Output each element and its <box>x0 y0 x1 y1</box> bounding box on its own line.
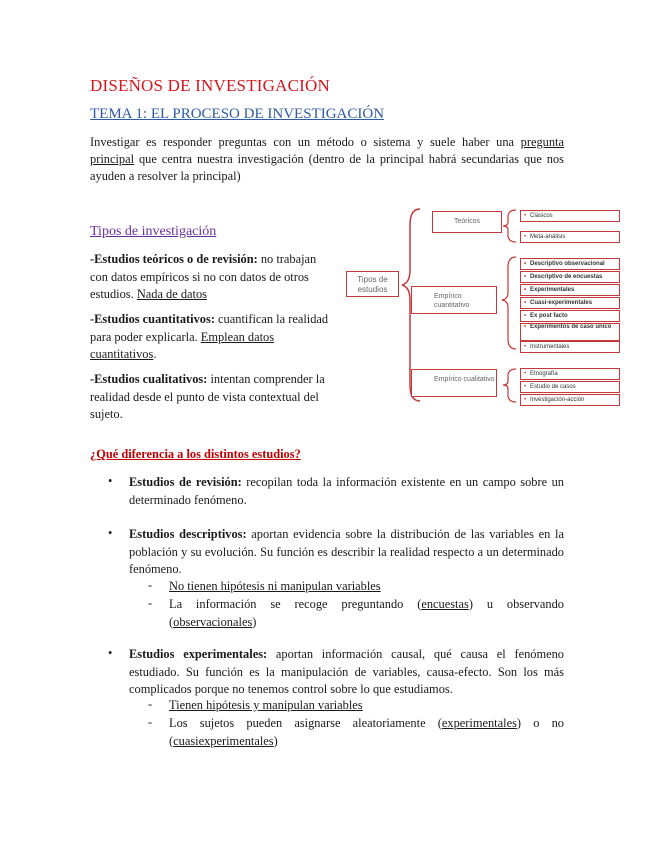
diagram-empirico: Empírico cuantitativo <box>411 286 497 314</box>
diagram-teoricos: Teóricos <box>432 211 502 233</box>
revision-item: Estudios de revisión: recopilan toda la información existente en un campo sobre un determinado fenómeno. <box>129 475 564 507</box>
descriptivos-sub2: La información se recoge preguntando (encuestas) u observando (observacionales) <box>169 597 564 629</box>
bullet-icon: • <box>524 300 527 306</box>
diagram-item: • Cuasi-experimentales <box>520 297 620 309</box>
diagram-item: • Instrumentales <box>520 341 620 353</box>
dash-icon: - <box>148 596 153 610</box>
diagram-item: • Estudio de casos <box>520 381 620 393</box>
bullet-icon: • <box>524 313 527 319</box>
experimentales-sub1: Tienen hipótesis y manipulan variables <box>169 698 363 712</box>
diagram-item: • Etnografía <box>520 368 620 380</box>
bullet-icon: • <box>108 646 113 660</box>
bullet-icon: • <box>524 324 527 330</box>
bullet-icon: • <box>524 213 527 219</box>
dash-icon: - <box>148 578 153 592</box>
diagram-item: • Ex post facto <box>520 310 620 322</box>
intro-paragraph: Investigar es responder preguntas con un método o sistema y suele haber una pregunta principal que centra nuestra investigación (dentro de la principal habrá secundarias que nos ayuden a resolver la principal) <box>90 135 564 183</box>
experimentales-item: Estudios experimentales: aportan información causal, qué causa el fenómeno estudiado. Su función es la manipulación de variables, causa-efecto. Son los más complicados porque no tenemos control sobre lo que estudiamos. <box>129 647 564 696</box>
bullet-icon: • <box>524 287 527 293</box>
section-title: TEMA 1: EL PROCESO DE INVESTIGACIÓN <box>90 106 385 122</box>
document-title: DISEÑOS DE INVESTIGACIÓN <box>90 76 330 95</box>
bullet-icon: • <box>524 274 527 280</box>
diferencia-heading: ¿Qué diferencia a los distintos estudios? <box>90 447 301 461</box>
diagram-root: Tipos de estudios <box>346 271 399 297</box>
diagram-item: • Descriptivo observacional <box>520 258 620 270</box>
diagram-item: • Investigación-acción <box>520 394 620 406</box>
descriptivos-item: Estudios descriptivos: aportan evidencia sobre la distribución de las variables en la población y su evolución. Su función es describir la realidad respecto a un determinado fenómeno. <box>129 527 564 576</box>
bullet-icon: • <box>108 526 113 540</box>
bullet-icon: • <box>524 344 527 350</box>
diagram-item: • Experimentos de caso único <box>520 323 620 341</box>
bullet-icon: • <box>524 371 527 377</box>
bullet-icon: • <box>524 384 527 390</box>
diagram-item: • Experimentales <box>520 284 620 296</box>
tipo-cualitativos: -Estudios cualitativos: intentan comprender la realidad desde el punto de vista contextual del sujeto. <box>90 372 325 421</box>
diagram-cualitativo: Empírico cualitativo <box>411 369 497 397</box>
diagram-item: • Clásicos <box>520 210 620 222</box>
bullet-icon: • <box>524 397 527 403</box>
tipo-teoricos: -Estudios teóricos o de revisión: no trabajan con datos empíricos si no con datos de otros estudios. Nada de datos <box>90 252 317 301</box>
tipo-cuantitativos: -Estudios cuantitativos: cuantifican la realidad para poder explicarla. Emplean datos cuantitativos. <box>90 312 329 361</box>
bullet-icon: • <box>108 474 113 488</box>
dash-icon: - <box>148 715 153 729</box>
dash-icon: - <box>148 697 153 711</box>
bullet-icon: • <box>524 234 527 240</box>
diagram-item: • Descriptivo de encuestas <box>520 271 620 283</box>
diagram-item: • Meta-análisis <box>520 231 620 243</box>
tipos-heading: Tipos de investigación <box>90 224 217 239</box>
bullet-icon: • <box>524 261 527 267</box>
experimentales-sub2: Los sujetos pueden asignarse aleatoriamente (experimentales) o no (cuasiexperimentales) <box>169 716 564 748</box>
descriptivos-sub1: No tienen hipótesis ni manipulan variables <box>169 579 381 593</box>
